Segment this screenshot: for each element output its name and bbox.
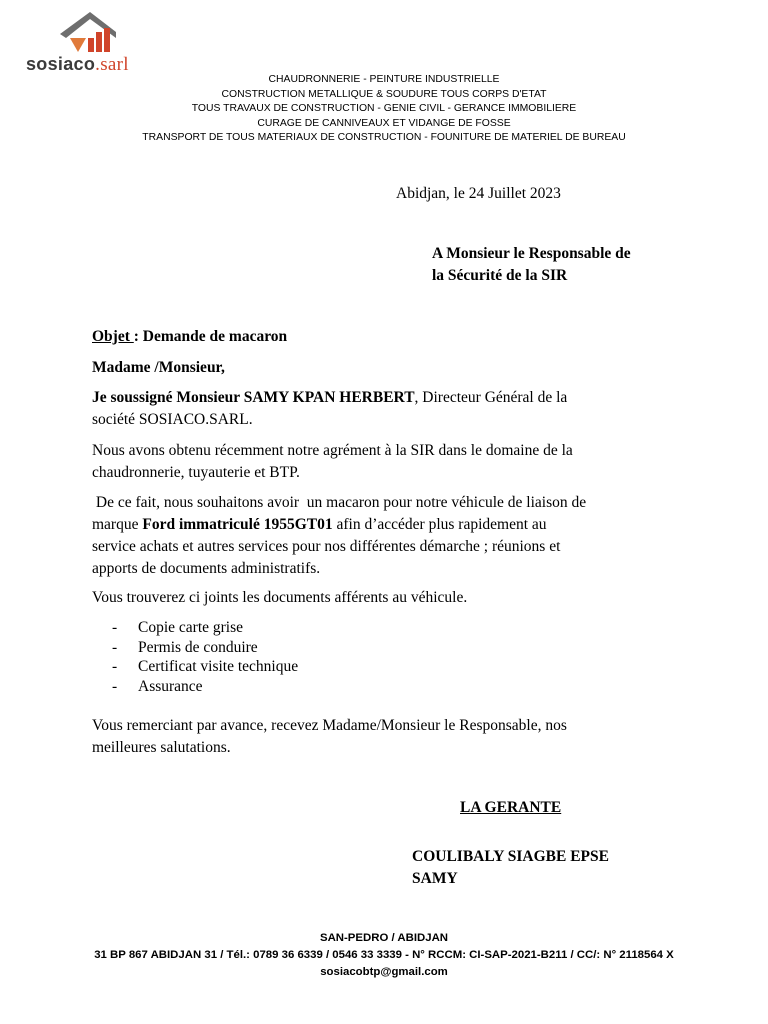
attachments-intro: Vous trouverez ci joints les documents afférents au véhicule. [92, 589, 468, 606]
paragraph-text: afin d’accéder plus rapidement au [332, 516, 547, 533]
signatory-statement: Je soussigné Monsieur SAMY KPAN HERBERT [92, 389, 415, 406]
list-item [112, 657, 298, 677]
service-line: CURAGE DE CANNIVEAUX ET VIDANGE DE FOSSE [257, 117, 511, 129]
paragraph-line: meilleures salutations. [92, 739, 231, 756]
service-line: TOUS TRAVAUX DE CONSTRUCTION - GENIE CIVIL - GERANCE IMMOBILIERE [191, 103, 577, 115]
house-logo-icon [56, 8, 118, 54]
paragraph-line: service achats et autres services pour nos différentes démarche ; réunions et [92, 538, 561, 555]
vehicle-registration: Ford immatriculé 1955GT01 [142, 516, 333, 533]
signatory-name [412, 846, 609, 890]
paragraph-line: apports de documents administratifs. [92, 560, 321, 577]
company-logo [26, 8, 146, 76]
bullet-dash: - [112, 658, 118, 675]
list-item [112, 638, 298, 658]
signatory-name-line: COULIBALY SIAGBE EPSE [412, 848, 609, 865]
footer-contact: 31 BP 867 ABIDJAN 31 / Tél.: 0789 36 6339 / 0546 33 3339 - N° RCCM: CI-SAP-2021-B211 / CC/: N° 2118564 X [94, 949, 674, 961]
intro-paragraph [92, 387, 567, 431]
logo-name-part2: .sarl [95, 54, 129, 75]
company-footer [0, 930, 768, 981]
document-name: Certificat visite technique [138, 658, 299, 675]
signatory-role: , Directeur Général de la [414, 389, 568, 406]
request-paragraph [92, 492, 586, 580]
paragraph-line: Vous remerciant par avance, recevez Madame/Monsieur le Responsable, nos [92, 717, 567, 734]
subject-label: Objet [92, 328, 134, 345]
paragraph-line: De ce fait, nous souhaitons avoir un macaron pour notre véhicule de liaison de [92, 494, 587, 511]
recipient-line: A Monsieur le Responsable de [432, 245, 631, 262]
paragraph-line: chaudronnerie, tuyauterie et BTP. [92, 464, 300, 481]
services-header [0, 73, 768, 146]
paragraph-line: Nous avons obtenu récemment notre agrément à la SIR dans le domaine de la [92, 442, 573, 459]
service-line: TRANSPORT DE TOUS MATERIAUX DE CONSTRUCTION - FOUNITURE DE MATERIEL DE BUREAU [142, 132, 626, 144]
letter-date: Abidjan, le 24 Juillet 2023 [396, 185, 561, 202]
intro-line: société SOSIACO.SARL. [92, 411, 253, 428]
signature-title: LA GERANTE [460, 799, 562, 816]
document-name: Permis de conduire [138, 638, 258, 656]
signatory-name-line: SAMY [412, 870, 458, 887]
salutation: Madame /Monsieur, [92, 359, 225, 376]
document-name: Assurance [138, 677, 203, 695]
bullet-dash: - [112, 638, 118, 656]
bullet-dash: - [112, 619, 118, 636]
bullet-dash: - [112, 677, 118, 695]
recipient-line: la Sécurité de la SIR [432, 267, 568, 284]
closing-paragraph [92, 715, 567, 759]
list-item [112, 618, 298, 638]
letter-subject [92, 326, 287, 348]
footer-email: sosiacobtp@gmail.com [320, 966, 448, 978]
subject-text: : Demande de macaron [133, 328, 288, 345]
service-line: CHAUDRONNERIE - PEINTURE INDUSTRIELLE [268, 74, 500, 85]
logo-name-part1: sosiaco [26, 54, 96, 74]
list-item [112, 677, 298, 697]
service-line: CONSTRUCTION METALLIQUE & SOUDURE TOUS CORPS D'ETAT [221, 88, 547, 100]
document-name: Copie carte grise [138, 619, 244, 636]
attachments-list [112, 618, 298, 696]
footer-location: SAN-PEDRO / ABIDJAN [319, 932, 449, 944]
approval-paragraph [92, 440, 573, 484]
paragraph-text: marque [92, 516, 143, 533]
recipient-address [432, 243, 631, 287]
